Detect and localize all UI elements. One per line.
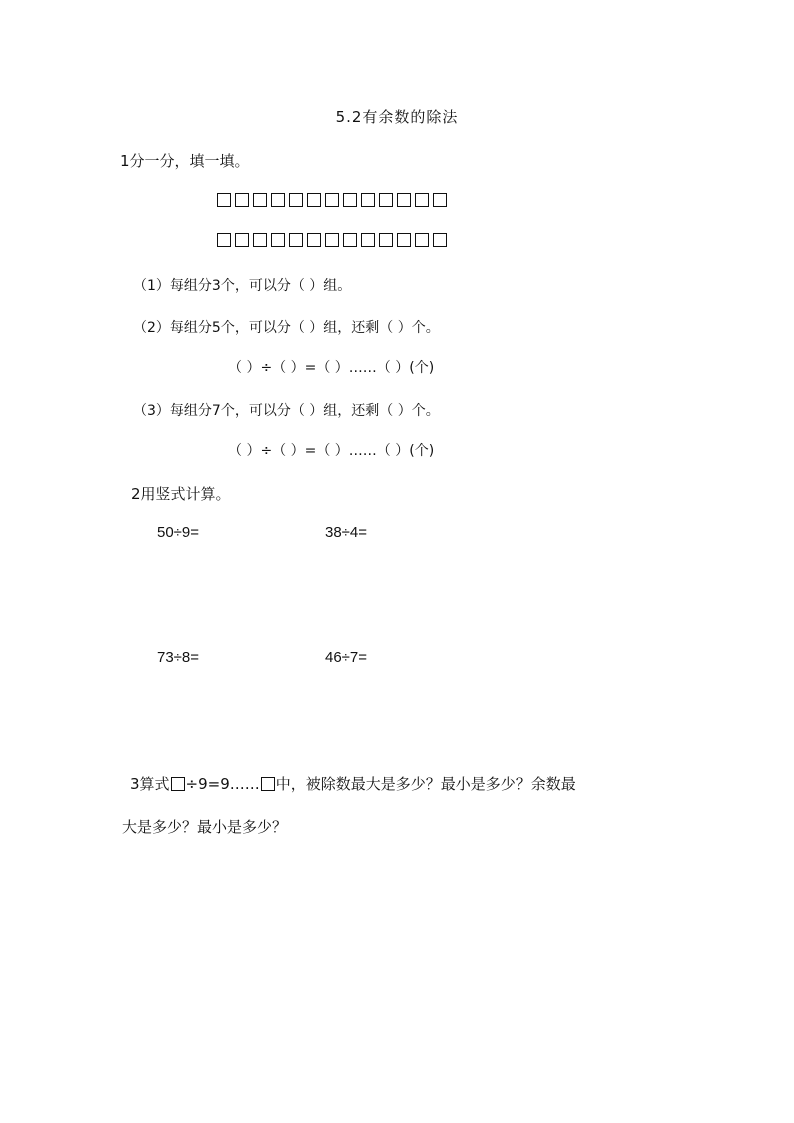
blank-box: [171, 777, 185, 791]
q1-item-3-equation: （ ）÷（ ）=（ ）……（ ）(个): [228, 443, 435, 459]
q2-problem-3: 73÷8=: [157, 649, 200, 666]
square-item: [235, 233, 249, 247]
q1-item-1: （1）每组分3个，可以分（ ）组。: [133, 278, 352, 294]
square-item: [433, 193, 447, 207]
square-item: [361, 233, 375, 247]
q2-problem-2: 38÷4=: [325, 524, 368, 541]
q1-item-2: （2）每组分5个，可以分（ ）组，还剩（ ）个。: [133, 320, 440, 336]
q3-suffix: 中，被除数最大是多少？最小是多少？余数最: [275, 775, 576, 793]
square-item: [253, 193, 267, 207]
square-item: [415, 193, 429, 207]
square-item: [361, 193, 375, 207]
square-item: [271, 193, 285, 207]
square-item: [217, 233, 231, 247]
square-item: [217, 193, 231, 207]
q2-problem-4: 46÷7=: [325, 649, 368, 666]
q3-prefix: 3算式: [130, 775, 170, 793]
square-item: [415, 233, 429, 247]
square-item: [397, 193, 411, 207]
q1-heading: 1分一分，填一填。: [120, 152, 250, 170]
square-item: [271, 233, 285, 247]
square-item: [325, 233, 339, 247]
q1-item-2-equation: （ ）÷（ ）=（ ）……（ ）(个): [228, 360, 435, 376]
box-row-2: [217, 233, 451, 247]
q3-line-2: 大是多少？最小是多少？: [122, 818, 288, 836]
blank-box: [261, 777, 275, 791]
square-item: [307, 233, 321, 247]
square-item: [343, 193, 357, 207]
square-item: [253, 233, 267, 247]
q1-item-3: （3）每组分7个，可以分（ ）组，还剩（ ）个。: [133, 403, 440, 419]
q3-line-1: [130, 773, 576, 794]
q2-problem-1: 50÷9=: [157, 524, 200, 541]
square-item: [235, 193, 249, 207]
square-item: [379, 233, 393, 247]
q3-middle: ÷9=9……: [185, 775, 260, 793]
square-item: [289, 233, 303, 247]
square-item: [307, 193, 321, 207]
box-row-1: [217, 193, 451, 207]
square-item: [379, 193, 393, 207]
square-item: [343, 233, 357, 247]
page-title: 5.2有余数的除法: [335, 108, 459, 126]
square-item: [433, 233, 447, 247]
square-item: [325, 193, 339, 207]
q2-heading: 2用竖式计算。: [131, 485, 231, 503]
square-item: [397, 233, 411, 247]
square-item: [289, 193, 303, 207]
